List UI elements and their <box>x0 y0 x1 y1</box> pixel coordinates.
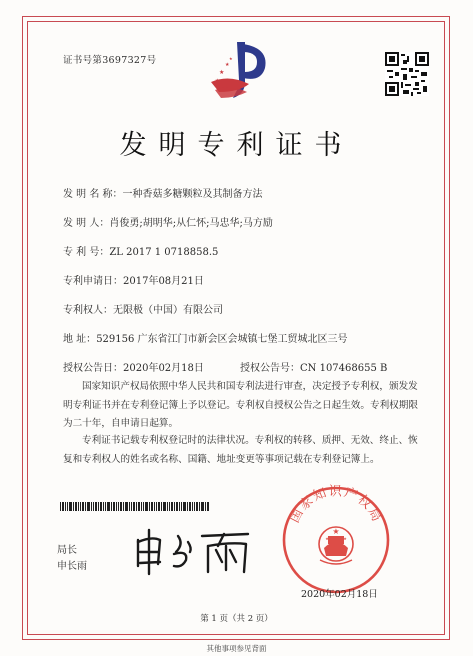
field-value: 无限极（中国）有限公司 <box>113 305 223 316</box>
field-label: 发 明 名 称： <box>63 189 123 200</box>
field-address <box>63 330 348 345</box>
director-title: 局长 <box>57 545 77 556</box>
field-label: 专利申请日： <box>63 276 123 287</box>
field-value: 肖俊勇;胡明华;从仁怀;马忠华;马方励 <box>109 218 273 229</box>
field-label: 专 利 号： <box>63 247 110 258</box>
svg-text:★: ★ <box>325 536 329 541</box>
field-label: 授权公告号： <box>240 363 300 374</box>
official-seal-icon <box>280 484 392 596</box>
field-label: 发 明 人： <box>63 218 110 229</box>
field-value: 一种香菇多糖颗粒及其制备方法 <box>122 189 263 200</box>
director-signature-icon <box>130 522 260 577</box>
svg-text:★: ★ <box>343 536 347 541</box>
svg-text:★: ★ <box>229 56 233 61</box>
legal-status-paragraph: 专利证书记载专利权登记时的法律状况。专利权的转移、质押、无效、终止、恢复和专利权人的姓名或名称、国籍、地址变更等事项记载在专利登记簿上。 <box>63 435 418 465</box>
svg-text:★: ★ <box>225 62 230 68</box>
svg-text:★: ★ <box>219 69 225 76</box>
field-value: CN 107468655 B <box>300 363 388 374</box>
field-value: ZL 2017 1 0718858.5 <box>109 247 219 258</box>
field-value: 2017年08月21日 <box>123 276 204 287</box>
field-label: 授权公告日： <box>63 363 123 374</box>
barcode-icon <box>60 502 210 511</box>
certificate-number: 证书号第3697327号 <box>63 55 157 66</box>
director-name: 申长雨 <box>57 561 87 572</box>
cnipa-logo-icon <box>205 38 273 106</box>
field-grant-date <box>63 359 204 374</box>
field-patent-number <box>63 243 218 258</box>
seal-text: 国家知识产权局 <box>287 484 385 526</box>
svg-text:★: ★ <box>332 527 340 536</box>
field-patentee <box>63 301 223 316</box>
field-grant-number <box>240 359 387 374</box>
footer-note: 其他事项参见背面 <box>206 644 267 653</box>
certificate-title: 发明专利证书 <box>119 130 354 161</box>
qr-code-icon <box>385 52 429 96</box>
field-application-date <box>63 272 204 287</box>
field-inventors <box>63 214 273 229</box>
svg-text:国家知识产权局 <box>287 484 384 525</box>
field-value: 2020年02月18日 <box>123 363 204 374</box>
svg-text:★: ★ <box>215 78 220 84</box>
field-value: 529156 广东省江门市新会区会城镇七堡工贸城北区三号 <box>96 334 348 345</box>
field-label: 地 址： <box>63 334 97 345</box>
grant-statement-paragraph: 国家知识产权局依照中华人民共和国专利法进行审查，决定授予专利权，颁发发明专利证书并在专利登记簿上予以登记。专利权自授权公告之日起生效。专利权期限为二十年，自申请日起算。 <box>63 381 418 429</box>
seal-date: 2020年02月18日 <box>301 589 378 600</box>
field-invention-name <box>63 185 263 200</box>
field-label: 专利权人： <box>63 305 113 316</box>
page-indicator: 第 1 页（共 2 页） <box>200 614 273 624</box>
